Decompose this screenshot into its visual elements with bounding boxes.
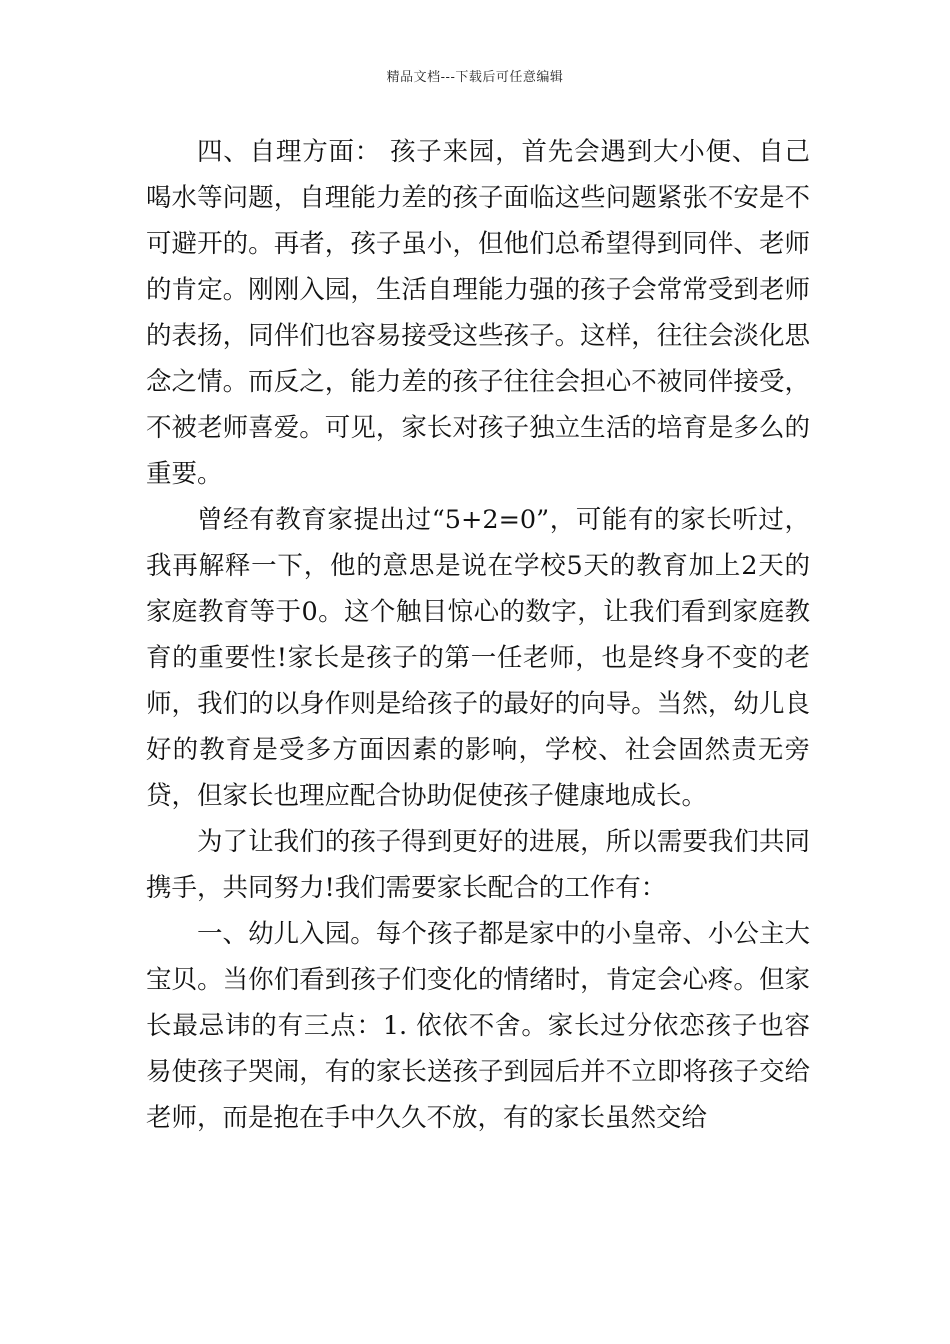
paragraph-five-plus-two: 曾经有教育家提出过“5+2=0”，可能有的家长听过，我再解释一下，他的意思是说在学校5天的教育加上2天的家庭教育等于0。这个触目惊心的数字，让我们看到家庭教育的重要性!家长是孩子的第一任老师，也是终身不变的老师，我们的以身作则是给孩子的最好的向导。当然，幼儿良好的教育是受多方面因素的影响，学校、社会固然责无旁贷，但家长也理应配合协助促使孩子健康地成长。 [146,505,810,811]
paragraph-cooperation: 为了让我们的孩子得到更好的进展，所以需要我们共同携手，共同努力!我们需要家长配合的工作有： [146,827,810,903]
document-body [146,129,810,1141]
paragraph-entering-kindergarten: 一、幼儿入园。每个孩子都是家中的小皇帝、小公主大宝贝。当你们看到孩子们变化的情绪时，肯定会心疼。但家长最忌讳的有三点：1. 依依不舍。家长过分依恋孩子也容易使孩子哭闹，有的家长送孩子到园后并不立即将孩子交给老师，而是抱在手中久久不放，有的家长虽然交给 [146,919,810,1133]
paragraph-self-care: 四、自理方面： 孩子来园，首先会遇到大小便、自己喝水等问题，自理能力差的孩子面临这些问题紧张不安是不可避开的。再者，孩子虽小，但他们总希望得到同伴、老师的肯定。刚刚入园，生活自理能力强的孩子会常常受到老师的表扬，同伴们也容易接受这些孩子。这样，往往会淡化思念之情。而反之，能力差的孩子往往会担心不被同伴接受，不被老师喜爱。可见，家长对孩子独立生活的培育是多么的重要。 [146,137,810,489]
page-header: 精品文档---下载后可任意编辑 [386,70,564,85]
